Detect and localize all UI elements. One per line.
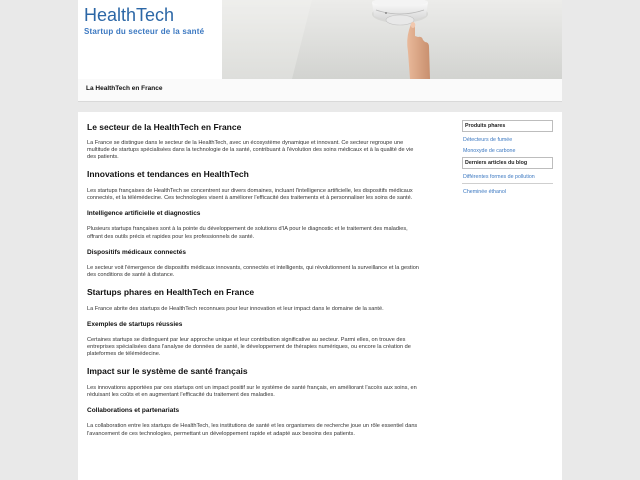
- article-paragraph: Le secteur voit l'émergence de dispositifs médicaux innovants, connectés et intelligents, qui révolutionnent la surveillance et la gestion des conditions de santé à distance.: [87, 264, 419, 278]
- sidebar-link-carbon-monoxide[interactable]: Monoxyde de carbone: [463, 147, 516, 154]
- subsection-heading: Intelligence artificielle et diagnostics: [87, 210, 201, 218]
- page-wrapper: [78, 0, 562, 480]
- smoke-detector-icon: [222, 0, 562, 79]
- top-nav: [78, 79, 562, 102]
- article-title: Le secteur de la HealthTech en France: [87, 122, 242, 132]
- sidebar-link-ethanol-fireplace[interactable]: Cheminée éthanol: [463, 188, 506, 195]
- site-header: [78, 0, 562, 79]
- nav-link-healthtech-france[interactable]: La HealthTech en France: [86, 85, 163, 92]
- article-paragraph: Plusieurs startups françaises sont à la pointe du développement de solutions d'IA pour le diagnostic et le traitement des maladies, offrant des outils précis et rapides pour les professionnels de santé.: [87, 226, 408, 240]
- site-tagline: Startup du secteur de la santé: [84, 27, 205, 36]
- subsection-heading: Exemples de startups réussies: [87, 320, 183, 328]
- sidebar-link-pollution[interactable]: Différentes formes de pollution: [463, 173, 535, 180]
- site-title[interactable]: HealthTech: [84, 5, 175, 25]
- article-paragraph: Certaines startups se distinguent par leur approche unique et leur contribution significative au secteur. Parmi elles, on trouve des entreprises spécialisées dans l'analyse de données de santé, le développement de thérapies numériques, ou encore la création de plateformes de télémédecine.: [87, 336, 411, 358]
- sidebar-divider: [462, 183, 553, 184]
- sidebar-link-smoke-detectors[interactable]: Détecteurs de fumée: [463, 136, 513, 143]
- section-heading: Impact sur le système de santé français: [87, 366, 248, 377]
- subsection-heading: Collaborations et partenariats: [87, 407, 180, 415]
- content-area: [78, 112, 562, 480]
- main-article: [87, 122, 419, 446]
- article-paragraph: Les innovations apportées par ces startups ont un impact positif sur le système de santé français, en améliorant l'accès aux soins, en réduisant les coûts et en augmentant l'efficacité du traitement des maladies.: [87, 385, 417, 399]
- sidebar-heading-blog: Derniers articles du blog: [462, 157, 553, 169]
- article-paragraph: La France se distingue dans le secteur de la HealthTech, avec un écosystème dynamique et innovant. Ce secteur regroupe une multitude de startups spécialisées dans la technologie de la santé, contribuant à l'évolution des soins médicaux et à la qualité de vie des patients.: [87, 140, 414, 161]
- article-paragraph: La collaboration entre les startups de HealthTech, les institutions de santé et les organismes de recherche joue un rôle essentiel dans l'avancement de ces technologies, permettant un développement rapide et adapté aux besoins des patients.: [87, 423, 418, 437]
- sidebar-heading-products: Produits phares: [462, 120, 553, 132]
- article-paragraph: La France abrite des startups de HealthTech reconnues pour leur innovation et leur impact dans le domaine de la santé.: [87, 305, 384, 312]
- hero-image: [222, 0, 562, 79]
- subsection-heading: Dispositifs médicaux connectés: [87, 248, 186, 256]
- section-heading: Startups phares en HealthTech en France: [87, 286, 255, 297]
- sidebar: [462, 120, 553, 198]
- section-heading: Innovations et tendances en HealthTech: [87, 169, 249, 180]
- article-paragraph: Les startups françaises de HealthTech se concentrent sur divers domaines, incluant l'intelligence artificielle, les dispositifs médicaux connectés, et la télémédecine. Ces technologies visent à améliorer l'efficacité des traitements et à personnaliser les soins de santé.: [87, 188, 413, 202]
